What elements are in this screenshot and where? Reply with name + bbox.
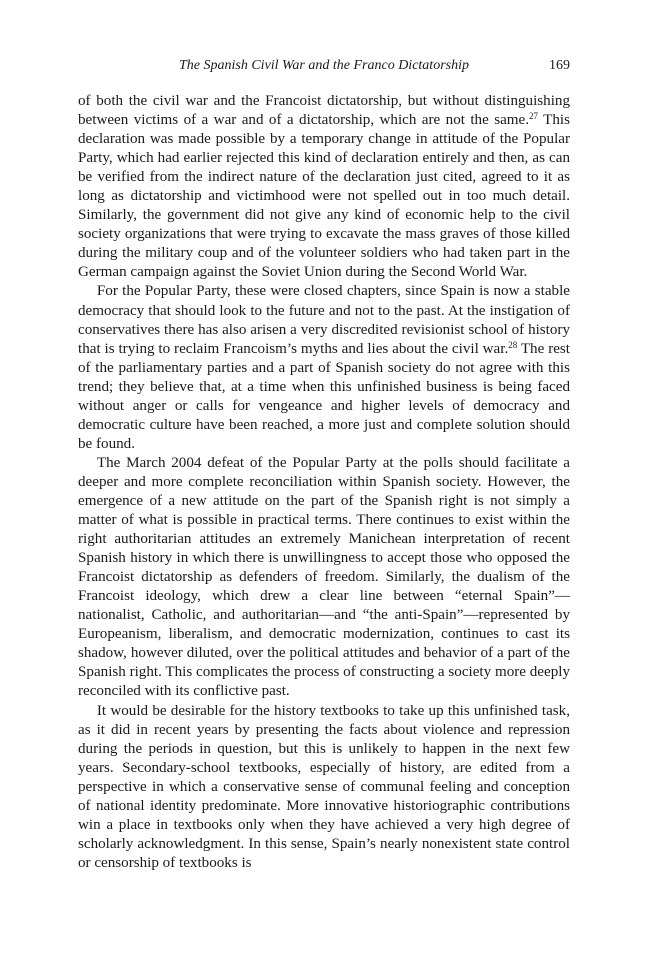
- paragraph: [78, 92, 570, 282]
- running-head: [78, 58, 570, 78]
- paragraph-text: This declaration was made possible by a temporary change in attitude of the Popular Party, which had earlier rejected this kind of declaration entirely and then, as can be verified from the indirect nature of the declaration just cited, agreed to it as long as dictatorship and victimhood were not spelled out in too much detail. Similarly, the government did not give any kind of economic help to the civil society organizations that were trying to excavate the mass graves of those killed during the military coup and of the volunteer soldiers who had taken part in the German campaign against the Soviet Union during the Second World War.: [78, 112, 570, 281]
- running-head-title: The Spanish Civil War and the Franco Dictatorship: [179, 58, 469, 73]
- paragraph-text: of both the civil war and the Francoist dictatorship, but without distinguishing between victims of a war and of a dictatorship, which are not the same.: [78, 93, 570, 129]
- paragraph: [78, 702, 570, 873]
- paragraph-text: The March 2004 defeat of the Popular Party at the polls should facilitate a deeper and more complete reconciliation within Spanish society. However, the emergence of a new attitude on the part of the Spanish right is not simply a matter of what is possible in practical terms. There continues to exist within the right authoritarian attitudes an extremely Manichean interpretation of recent Spanish history in which there is unwillingness to accept those who opposed the Francoist dictatorship as defenders of freedom. Similarly, the dualism of the Francoist ideology, which drew a clear line between “eternal Spain”—nationalist, Catholic, and authoritarian—and “the anti-Spain”—represented by Europeanism, liberalism, and democratic modernization, continues to cast its shadow, however diluted, over the political attitudes and behavior of a part of the Spanish right. This complicates the process of constructing a society more deeply reconciled with its conflictive past.: [78, 454, 570, 700]
- paragraph-text: It would be desirable for the history textbooks to take up this unfinished task, as it did in recent years by presenting the facts about violence and repression during the periods in question, but this is unlikely to happen in the next few years. Secondary-school textbooks, especially of history, are edited from a perspective in which a conservative sense of communal feeling and conception of national identity predominate. More innovative historiographic contributions win a place in textbooks only when they have achieved a very high degree of scholarly acknowledgment. In this sense, Spain’s nearly nonexistent state control or censorship of textbooks is: [78, 702, 570, 871]
- paragraph-text: The rest of the parliamentary parties and a part of Spanish society do not agree with this trend; they believe that, at a time when this unfinished business is being faced without anger or calls for vengeance and higher levels of democracy and democratic culture have been reached, a more just and complete solution should be found.: [78, 340, 570, 452]
- footnote-reference: 27: [529, 111, 539, 122]
- body-text: [78, 92, 570, 873]
- footnote-reference: 28: [508, 339, 518, 350]
- page-number: 169: [549, 58, 570, 73]
- paragraph: [78, 282, 570, 453]
- paragraph-text: For the Popular Party, these were closed chapters, since Spain is now a stable democracy that should look to the future and not to the past. At the instigation of conservatives there has also arisen a very discredited revisionist school of history that is trying to reclaim Francoism’s myths and lies about the civil war.: [78, 283, 570, 357]
- paragraph: [78, 454, 570, 702]
